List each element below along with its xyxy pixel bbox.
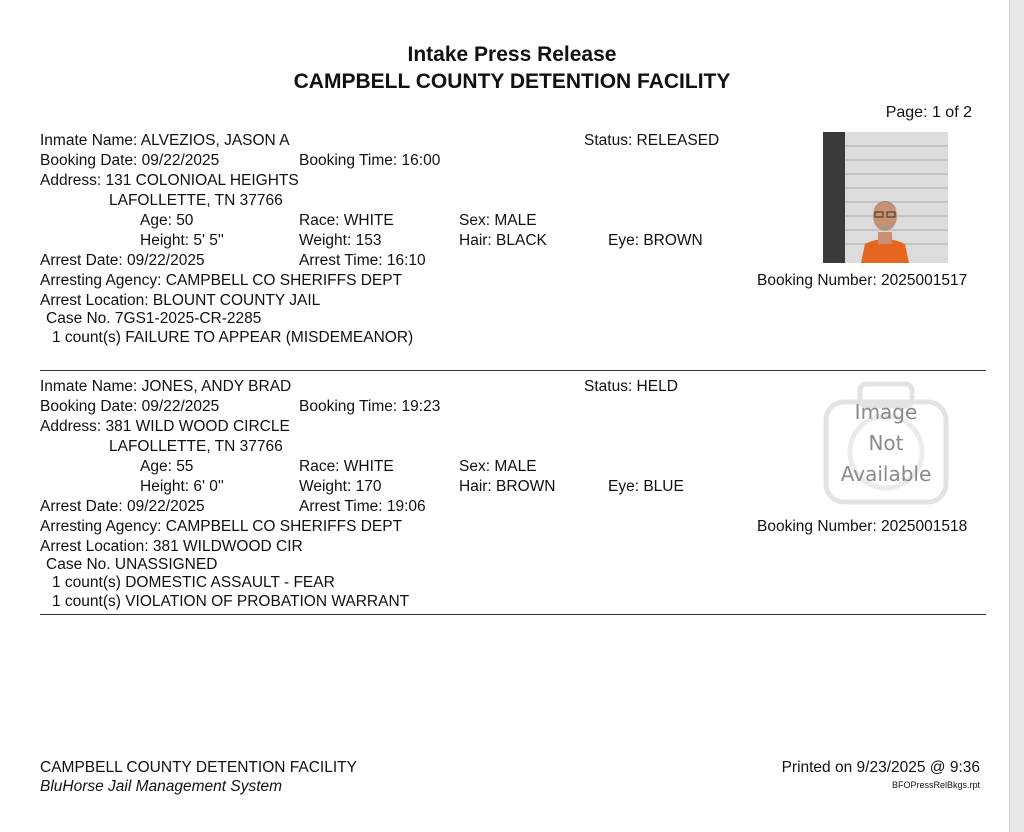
arrest-date: Arrest Date: 09/22/2025 (40, 252, 205, 269)
page-edge (1009, 0, 1024, 832)
placeholder-text-line1: Image (854, 400, 918, 424)
charge-line: 1 count(s) FAILURE TO APPEAR (MISDEMEANOR) (52, 329, 414, 346)
height: Height: 6' 0'' (140, 478, 224, 495)
inmate-status: Status: RELEASED (584, 132, 720, 149)
footer-facility: CAMPBELL COUNTY DETENTION FACILITY (40, 759, 357, 776)
booking-number: Booking Number: 2025001518 (757, 518, 968, 535)
image-not-available-placeholder (822, 380, 950, 508)
inmate-status: Status: HELD (584, 378, 678, 395)
charge-line: 1 count(s) DOMESTIC ASSAULT - FEAR (52, 574, 335, 591)
eye: Eye: BLUE (608, 478, 684, 495)
race: Race: WHITE (299, 458, 394, 475)
report-filename: BFOPressRelBkgs.rpt (891, 780, 980, 790)
charge-line: 1 count(s) VIOLATION OF PROBATION WARRANT (52, 593, 410, 610)
report-title: Intake Press Release (407, 43, 617, 66)
arrest-date: Arrest Date: 09/22/2025 (40, 498, 205, 515)
booking-date: Booking Date: 09/22/2025 (40, 398, 220, 415)
case-number: Case No. 7GS1-2025-CR-2285 (46, 310, 262, 327)
record-divider (40, 614, 986, 615)
record-divider (40, 370, 986, 371)
address-line2: LAFOLLETTE, TN 37766 (109, 438, 283, 455)
booking-time: Booking Time: 19:23 (299, 398, 441, 415)
arrest-location: Arrest Location: BLOUNT COUNTY JAIL (40, 292, 321, 309)
page-number: Page: 1 of 2 (885, 104, 972, 121)
camera-icon (822, 380, 950, 508)
booking-number: Booking Number: 2025001517 (757, 272, 968, 289)
footer-system: BluHorse Jail Management System (40, 778, 283, 795)
address-line1: Address: 131 COLONIOAL HEIGHTS (40, 172, 299, 189)
age: Age: 50 (140, 212, 194, 229)
arresting-agency: Arresting Agency: CAMPBELL CO SHERIFFS DEPT (40, 272, 403, 289)
inmate-name: Inmate Name: JONES, ANDY BRAD (40, 378, 292, 395)
sex: Sex: MALE (459, 458, 537, 475)
address-line1: Address: 381 WILD WOOD CIRCLE (40, 418, 290, 435)
hair: Hair: BROWN (459, 478, 556, 495)
height: Height: 5' 5'' (140, 232, 224, 249)
age: Age: 55 (140, 458, 194, 475)
sex: Sex: MALE (459, 212, 537, 229)
weight: Weight: 153 (299, 232, 382, 249)
inmate-name: Inmate Name: ALVEZIOS, JASON A (40, 132, 290, 149)
placeholder-text-line2: Not (868, 431, 904, 455)
printed-timestamp: Printed on 9/23/2025 @ 9:36 (781, 759, 980, 776)
weight: Weight: 170 (299, 478, 382, 495)
race: Race: WHITE (299, 212, 394, 229)
arrest-time: Arrest Time: 16:10 (299, 252, 426, 269)
arrest-time: Arrest Time: 19:06 (299, 498, 426, 515)
eye: Eye: BROWN (608, 232, 703, 249)
hair: Hair: BLACK (459, 232, 547, 249)
facility-title: CAMPBELL COUNTY DETENTION FACILITY (293, 70, 731, 93)
booking-time: Booking Time: 16:00 (299, 152, 441, 169)
arresting-agency: Arresting Agency: CAMPBELL CO SHERIFFS DEPT (40, 518, 403, 535)
booking-date: Booking Date: 09/22/2025 (40, 152, 220, 169)
address-line2: LAFOLLETTE, TN 37766 (109, 192, 283, 209)
arrest-location: Arrest Location: 381 WILDWOOD CIR (40, 538, 303, 555)
placeholder-text-line3: Available (840, 462, 932, 486)
case-number: Case No. UNASSIGNED (46, 556, 218, 573)
mugshot-photo (823, 132, 948, 263)
